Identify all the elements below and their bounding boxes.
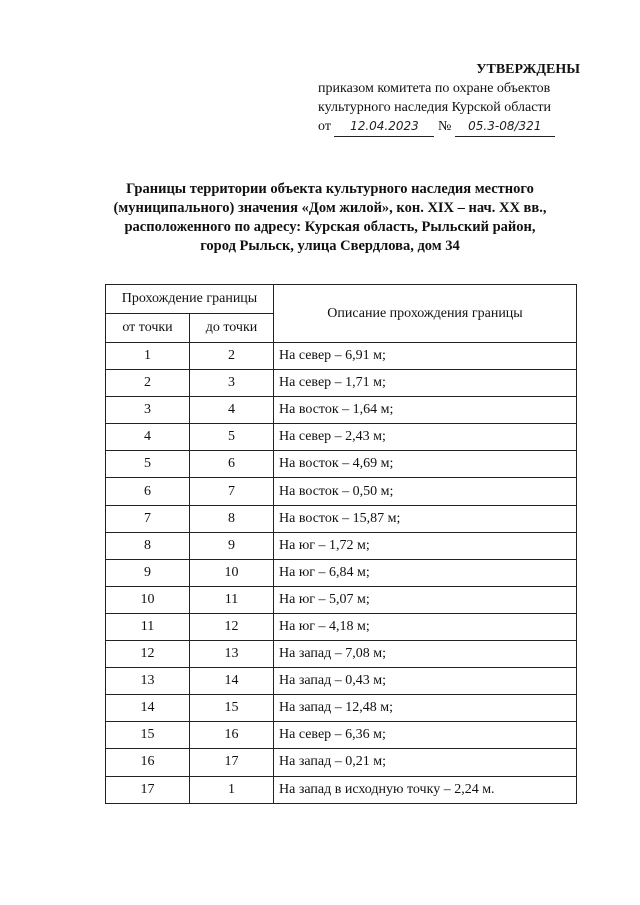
- description-cell: На запад в исходную точку – 2,24 м.: [274, 776, 577, 803]
- approval-heading: УТВЕРЖДЕНЫ: [476, 62, 580, 77]
- approval-date-line: [318, 117, 588, 137]
- to-point-cell: 17: [190, 749, 274, 776]
- approval-committee-line: культурного наследия Курской области: [318, 100, 552, 115]
- document-title: [100, 180, 560, 256]
- to-point-cell: 12: [190, 613, 274, 640]
- description-cell: На восток – 4,69 м;: [274, 451, 577, 478]
- approval-number-label: №: [437, 119, 452, 134]
- description-cell: На север – 2,43 м;: [274, 424, 577, 451]
- to-point-cell: 7: [190, 478, 274, 505]
- title-line: Границы территории объекта культурного наследия местного: [126, 181, 534, 197]
- description-cell: На юг – 1,72 м;: [274, 532, 577, 559]
- approval-block: [318, 60, 588, 137]
- description-cell: На север – 6,91 м;: [274, 343, 577, 370]
- approval-order-line: приказом комитета по охране объектов: [318, 81, 551, 96]
- to-point-cell: 3: [190, 370, 274, 397]
- to-point-cell: 14: [190, 668, 274, 695]
- table-row: [106, 668, 577, 695]
- to-point-cell: 11: [190, 586, 274, 613]
- table-row: [106, 343, 577, 370]
- description-cell: На юг – 4,18 м;: [274, 613, 577, 640]
- table-row: [106, 532, 577, 559]
- header-boundary-passage: Прохождение границы: [106, 285, 274, 314]
- from-point-cell: 1: [106, 343, 190, 370]
- title-line: (муниципального) значения «Дом жилой», кон. XIX – нач. XX вв.,: [113, 200, 547, 216]
- from-point-cell: 4: [106, 424, 190, 451]
- description-cell: На запад – 12,48 м;: [274, 695, 577, 722]
- description-cell: На запад – 7,08 м;: [274, 641, 577, 668]
- title-line: расположенного по адресу: Курская область, Рыльский район,: [124, 219, 536, 235]
- table-row: [106, 397, 577, 424]
- from-point-cell: 2: [106, 370, 190, 397]
- from-point-cell: 8: [106, 532, 190, 559]
- to-point-cell: 1: [190, 776, 274, 803]
- to-point-cell: 15: [190, 695, 274, 722]
- table-row: [106, 749, 577, 776]
- header-to-point: до точки: [190, 314, 274, 343]
- table-row: [106, 478, 577, 505]
- to-point-cell: 9: [190, 532, 274, 559]
- from-point-cell: 9: [106, 559, 190, 586]
- title-line: город Рыльск, улица Свердлова, дом 34: [200, 238, 460, 254]
- from-point-cell: 10: [106, 586, 190, 613]
- table-row: [106, 722, 577, 749]
- to-point-cell: 8: [190, 505, 274, 532]
- description-cell: На восток – 15,87 м;: [274, 505, 577, 532]
- from-point-cell: 7: [106, 505, 190, 532]
- from-point-cell: 11: [106, 613, 190, 640]
- table-row: [106, 641, 577, 668]
- to-point-cell: 16: [190, 722, 274, 749]
- from-point-cell: 16: [106, 749, 190, 776]
- boundary-table: [105, 284, 577, 804]
- to-point-cell: 13: [190, 641, 274, 668]
- to-point-cell: 5: [190, 424, 274, 451]
- header-from-point: от точки: [106, 314, 190, 343]
- table-row: [106, 776, 577, 803]
- from-point-cell: 5: [106, 451, 190, 478]
- from-point-cell: 17: [106, 776, 190, 803]
- approval-date: 12.04.2023: [334, 117, 434, 137]
- to-point-cell: 10: [190, 559, 274, 586]
- from-point-cell: 3: [106, 397, 190, 424]
- table-row: [106, 695, 577, 722]
- description-cell: На запад – 0,43 м;: [274, 668, 577, 695]
- to-point-cell: 6: [190, 451, 274, 478]
- to-point-cell: 2: [190, 343, 274, 370]
- table-row: [106, 586, 577, 613]
- description-cell: На юг – 5,07 м;: [274, 586, 577, 613]
- description-cell: На восток – 0,50 м;: [274, 478, 577, 505]
- description-cell: На север – 1,71 м;: [274, 370, 577, 397]
- table-row: [106, 505, 577, 532]
- description-cell: На запад – 0,21 м;: [274, 749, 577, 776]
- description-cell: На север – 6,36 м;: [274, 722, 577, 749]
- description-cell: На восток – 1,64 м;: [274, 397, 577, 424]
- header-description: Описание прохождения границы: [274, 285, 577, 343]
- from-point-cell: 15: [106, 722, 190, 749]
- table-row: [106, 559, 577, 586]
- table-row: [106, 613, 577, 640]
- approval-from-label: от: [318, 119, 331, 134]
- from-point-cell: 14: [106, 695, 190, 722]
- from-point-cell: 13: [106, 668, 190, 695]
- approval-number: 05.3-08/321: [455, 117, 555, 137]
- description-cell: На юг – 6,84 м;: [274, 559, 577, 586]
- table-row: [106, 451, 577, 478]
- to-point-cell: 4: [190, 397, 274, 424]
- table-row: [106, 370, 577, 397]
- table-row: [106, 424, 577, 451]
- from-point-cell: 12: [106, 641, 190, 668]
- from-point-cell: 6: [106, 478, 190, 505]
